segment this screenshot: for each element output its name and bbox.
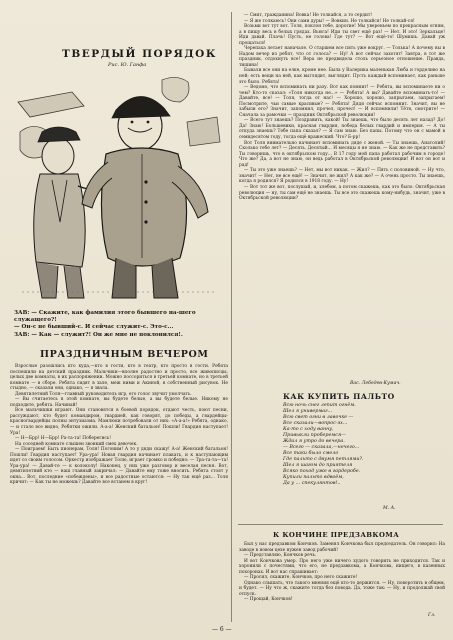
paragraph: Возьми вот тут вот. Толя, поклон тебе, дорогие! Мы увереньем по прекрасным огням, а в пищу весь в белых грядах. Вьюга! Иди ты свет ещё раз! — Нет. И это! Зеркальце! Иди давай. Плачь! Пусть, не голова! Где тут? — Вот ещё-то! Шумишь. Давай уж прощаться! xyxy=(239,24,445,46)
author-signature: М. А. xyxy=(383,506,396,511)
paragraph: Бывали все они на елке, кроме нее. Была у Валерика маленькая Люба и горделиво на ней; есть вещи на ней, как выглядит, выглядит. Пусть каждый вспоминает, как раньше это было. Ребята! xyxy=(239,68,445,85)
section-heading: К КОНЧИНЕ ПРЕДЗАВКОМА xyxy=(273,531,400,539)
paragraph: — Н—Брр! Н—Брр! Ра-та-та! Поберегись! xyxy=(15,436,111,442)
poem-line: Да у ... спекулянтов!.. xyxy=(283,481,341,486)
caption-line: ЗАВ: — Скажите, как фамилия этого бывшего на-шего служащего?! xyxy=(14,310,196,324)
paragraph: — Вот тот же вот, послушай, и, хлебом, а потом скажешь, как это было. Октябрьская революция — ну, ты сам ещё не знаешь. Ты все это скажешь кому-нибудь, значит, уже в Октябрьской революции? xyxy=(239,184,445,202)
author-signature: Гл. xyxy=(428,613,436,618)
paragraph: — Просил, скажите, Кончков, про него скажите! xyxy=(244,575,358,581)
paragraph: — Вы считаетесь в этой комнате, вы будете белые, а вы будете белые. Никому не подходите, ребята. Начинай! xyxy=(10,397,228,408)
paragraph: — Прощай, Кончков! xyxy=(244,597,293,603)
article-body-continued xyxy=(239,13,445,202)
paragraph: Девятилетний Толя—главный руководитель игр, его голос звучит умолчать. xyxy=(15,391,192,397)
paragraph: Все мальчишки играют. Они становятся в боевой порядок, отдают честь, поют песни, рассуждают, кто будет командиром, гвардией, как говорят, до победы, а гвардейцы-красногвардейцы полны энтузиазма. Мамлюки потребовали от них: «А-а-а!» Ребята, однако, — и стало все видно, Ребятки ожили. А-а-а! Женский батальон! Пошли! Гвардия наступает! Ура! xyxy=(10,408,228,436)
paragraph: На соседней комнате слышен звонкий смех девочек. xyxy=(15,441,138,447)
poem-title: КАК КУПИТЬ ПАЛЬТО xyxy=(283,392,395,401)
article-title: ТВЕРДЫЙ ПОРЯДОК xyxy=(62,48,217,60)
poem-line: Ждал я утро до вечера. xyxy=(283,439,345,444)
paragraph: — Я же толкаюсь! Они сами дуры! — Вовкин. Не толкайся! Не толкай-ся! xyxy=(244,18,415,24)
paragraph: Вот Толя внимательно начинает вспоминать дяде с женой. — Ты знаешь, Анатолий! Сколько тебе лет? — Десять. Десятый... И месяцы я не знаю. — Как же не представить? Ты говоришь, что в октябрьском году... В 17 году мой папа работал рабочим в городе! Что же? Да, а вот не знаю, он ведь работал в Октябрьской революции! И вот он вот и рад! xyxy=(239,140,445,168)
paragraph: — Всего тут знаешь? Поздравить, какой! Ты знаешь, что было десять лет назад? До! Да! Знаю! Большевики, красная гвардия, победа белых гвардий и империя. — А ты откуда знаешь? Тебе папа сказал? — Я сам знаю. Без папы. Потому что он с мамой в семидесятом году, тогда ещё вражеский. Что? Б-рр! xyxy=(239,118,445,141)
poem-line: Ка-то с ходу ванну, xyxy=(283,427,334,432)
cartoon-illustration xyxy=(12,62,226,302)
poem-line: Купили пальто вдвоём, xyxy=(283,475,344,480)
section-heading: ПРАЗДНИЧНЫМ ВЕЧЕРОМ xyxy=(40,349,209,360)
poem-line: Все таки было смело xyxy=(283,451,339,456)
paragraph: И вот Кончкова умер. Про него уже ничего худого говорить не приходится. Так и хоронили с почестями, что его, не предзавкома, а Кончкова, нищего, в казенных похоронах. И вот нас спрашивает: xyxy=(239,558,445,575)
poem-line: Шел я универмаг... xyxy=(283,409,333,414)
caption-line: — Он-с не бывший-с. И сейчас служит-с. Это-с... xyxy=(14,324,174,331)
poem-line: Шел я шагом до приятеля xyxy=(283,463,353,468)
poem-line: Все сказали—вопрос-эх... xyxy=(283,421,348,426)
page-number: — 6 — xyxy=(212,626,232,633)
author-signature: Вас. Лебедев-Кумач. xyxy=(350,381,401,386)
paragraph: — Ведомо, что вспоминать ни разу. Вот как помнит! — Ребята, вы вспоминаете ни о чем? Кто-то сказал: «Толя никогда не...» — Ребята! А вы? Давайте вспоминать-то! — Давайте, все! — Толя, тогда от нас! — Хорошо, хорошо, запрыгаем, запрыгаем! Посмотрите, чьи самые красивые? — Ребята! Дядя сейчас вспомнит. Значит, вы не забыли его? Значит, запомнил, прочел, прочел! — И вспомнили! Тётя, смотрите! — Сначала за рамочки — праздник Октябрьской революции! xyxy=(239,85,445,118)
paragraph: — Представляю, Кончков речь. xyxy=(244,553,317,559)
section-divider xyxy=(238,524,443,525)
paragraph: Черепаха летает наначале. О старшем все пять уже вокруг. — Толька! А почему вы в Надом вечер из ребят, что от голоса? — Ну! А вот сейчас захотят! Завтра, в тот же праздник, отдохнуть все! Вера не предвидела столь серьезное отношение. Правда, тишина! xyxy=(239,46,445,68)
cartoon-caption xyxy=(14,310,229,339)
poem-line: Всяко поход уже в гардеробе. xyxy=(283,469,361,474)
poem-line: — Всего — сказала,—нечего... xyxy=(283,445,360,450)
paragraph: Взрослые разошлись кто куда,—кто в гости, кто в театр, кто просто в гости. Ребята поспешили на детский праздник. Мальчики—вполне радостно и просто, все живописцы, целых две комнаты, в их распоряжении. Можно поссориться в третьей комнате, но в третьей комнате — в сборе. Ребята сидят в зале, меж ними и Акиной, в собственный рисунок. Не стыдно, — сказали они, однако, — я звала. xyxy=(10,364,228,392)
poem-line: Всю ночь снег лепит огнём. xyxy=(283,403,356,408)
paragraph: — Ты это уже знаешь? — Нет, мы вот никак. — Жил? — Пять с половиной. — Ну что, значит! — Нет, не все ещё! — Значит, не жил? А как же? — А очень просто. Ты знаешь, когда я родился? Я родился в 1918 году. — Ну! xyxy=(239,168,445,185)
paragraph: Однако слышать, что такого мнения ещё кто-то держится. — Ну, поворотить в общем, и будет. — Ну что ж, скажите тогда без повода. Да, тоже так: — Ну, и продолжай свой отпуск. xyxy=(239,580,445,597)
poem-line: Привыкли проберемся— xyxy=(283,433,346,438)
poem-body xyxy=(283,403,443,487)
poem-line: Где пальто с двумя петлями?. xyxy=(283,457,364,462)
illustration-credit: Рис. Ю. Ганфа xyxy=(108,62,147,68)
poem-line: Всю свет огни в лавочке — xyxy=(283,415,354,420)
paragraph: Был у нас предзавком Кончков. Заменял Кончкова был председатель. Он говорил: На заводе в новом цехе нужен завод рабочий! xyxy=(239,542,445,553)
paragraph: — Смит, гражданина! Вовка! Не толкайся, а то сердит! xyxy=(244,13,373,18)
caption-line: ЗАВ: — Как — служит?! Он же мне не поклонился!. xyxy=(14,331,183,338)
article-body xyxy=(10,364,228,486)
article-body xyxy=(239,542,445,603)
paragraph: — Поиграем! Быть пионерам, Толя! Погоним! А то у дяди скажу! А-а! Женский батальон! Пошли! Гвардия наступает! Ура-ура! Новая гвардия начинает плакать, и к наступающим идет со своим голосом. Оркестр изображает Толю, играет громко и победно: — Тра-та-та—та! Ура-ура! — Давай-те — к колоколу! Наконец, у них уже разговор и веселая песня. Вот, девятилетний кто — наш главный закричал: — Давайте ему тоже вносить. Ребята стоят у окна... Вот, последние «побеждены», и все радостные остаются: — Ну так ещё раз... Толя кричит: — Как ты не можешь? Давайте все встанем в круг! xyxy=(10,447,228,486)
column-divider xyxy=(231,12,232,622)
